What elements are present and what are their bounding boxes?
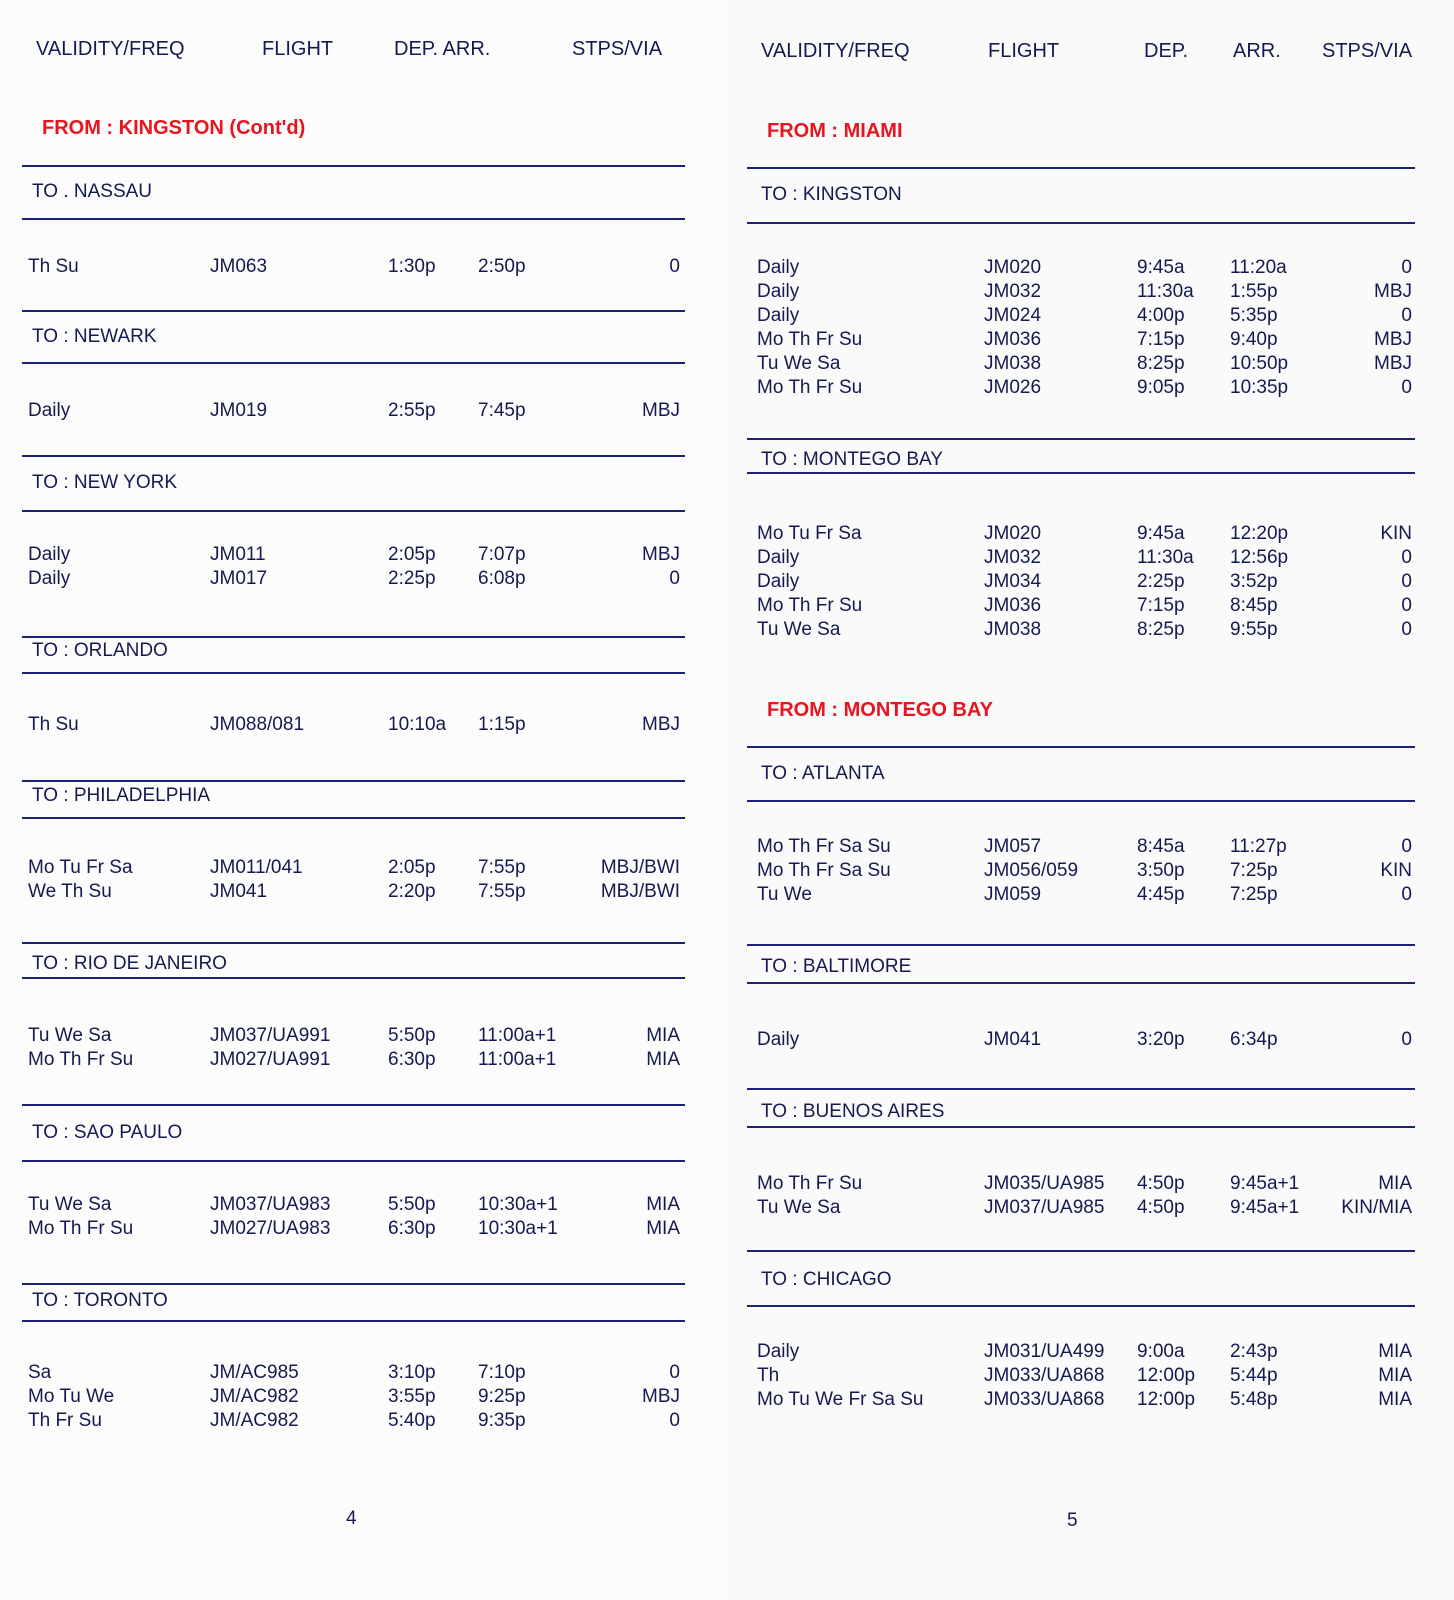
section-divider [22, 165, 685, 167]
validity-freq: Daily [757, 571, 800, 592]
section-divider [747, 944, 1415, 946]
departure-time: 6:30p [388, 1049, 436, 1070]
flight-number: JM063 [210, 256, 268, 277]
validity-freq: Mo Th Fr Su [757, 377, 863, 398]
stops-via: MIA [1378, 1389, 1412, 1410]
section-divider [747, 222, 1415, 224]
stops-via: 0 [1401, 257, 1412, 278]
section-divider [22, 362, 685, 364]
flight-number: JM037/UA983 [210, 1194, 331, 1215]
stops-via: MIA [1378, 1365, 1412, 1386]
validity-freq: Daily [757, 1029, 800, 1050]
validity-freq: Mo Th Fr Su [28, 1218, 134, 1239]
arrival-time: 7:25p [1230, 860, 1278, 881]
stops-via: MIA [646, 1049, 680, 1070]
flight-number: JM059 [984, 884, 1042, 905]
flight-number: JM031/UA499 [984, 1341, 1105, 1362]
flight-number: JM027/UA991 [210, 1049, 331, 1070]
flight-number: JM/AC985 [210, 1362, 299, 1383]
section-divider [22, 817, 685, 819]
departure-time: 4:50p [1137, 1173, 1185, 1194]
validity-freq: Th Fr Su [28, 1410, 102, 1431]
validity-freq: Tu We Sa [757, 353, 841, 374]
flight-number: JM020 [984, 257, 1042, 278]
arrival-time: 2:50p [478, 256, 526, 277]
departure-time: 9:45a [1137, 257, 1185, 278]
departure-time: 4:45p [1137, 884, 1185, 905]
flight-number: JM038 [984, 353, 1042, 374]
column-header: VALIDITY/FREQ [761, 40, 910, 62]
destination-heading: TO : RIO DE JANEIRO [32, 953, 227, 974]
stops-via: 0 [669, 256, 680, 277]
page-number: 4 [346, 1508, 357, 1529]
section-divider [747, 1305, 1415, 1307]
flight-number: JM024 [984, 305, 1042, 326]
departure-time: 5:50p [388, 1025, 436, 1046]
timetable-page-5 [727, 0, 1454, 1600]
arrival-time: 11:00a+1 [478, 1025, 557, 1046]
stops-via: 0 [1401, 571, 1412, 592]
destination-heading: TO : SAO PAULO [32, 1122, 183, 1143]
validity-freq: Mo Th Fr Su [757, 329, 863, 350]
flight-number: JM088/081 [210, 714, 305, 735]
validity-freq: Daily [757, 305, 800, 326]
stops-via: 0 [1401, 377, 1412, 398]
arrival-time: 11:27p [1230, 836, 1287, 857]
stops-via: 0 [1401, 836, 1412, 857]
flight-number: JM037/UA991 [210, 1025, 331, 1046]
arrival-time: 11:00a+1 [478, 1049, 557, 1070]
departure-time: 9:00a [1137, 1341, 1185, 1362]
destination-heading: TO : ORLANDO [32, 640, 168, 661]
stops-via: MIA [1378, 1341, 1412, 1362]
departure-time: 7:15p [1137, 329, 1185, 350]
departure-time: 9:45a [1137, 523, 1185, 544]
arrival-time: 5:44p [1230, 1365, 1278, 1386]
flight-number: JM011 [210, 544, 266, 565]
departure-time: 3:55p [388, 1386, 436, 1407]
departure-time: 3:20p [1137, 1029, 1185, 1050]
stops-via: MBJ [642, 1386, 680, 1407]
stops-via: MBJ [1374, 329, 1412, 350]
column-header: ARR. [1233, 40, 1281, 62]
arrival-time: 5:35p [1230, 305, 1278, 326]
departure-time: 4:00p [1137, 305, 1185, 326]
validity-freq: Tu We Sa [757, 1197, 841, 1218]
validity-freq: Th Su [28, 714, 79, 735]
arrival-time: 7:55p [478, 881, 526, 902]
stops-via: 0 [669, 1362, 680, 1383]
section-divider [747, 982, 1415, 984]
departure-time: 1:30p [388, 256, 436, 277]
origin-heading: FROM : KINGSTON (Cont'd) [42, 117, 306, 139]
column-header: DEP. ARR. [394, 38, 491, 60]
arrival-time: 8:45p [1230, 595, 1278, 616]
column-header: DEP. [1144, 40, 1189, 62]
section-divider [22, 977, 685, 979]
arrival-time: 10:30a+1 [478, 1194, 558, 1215]
arrival-time: 7:45p [478, 400, 526, 421]
flight-number: JM057 [984, 836, 1042, 857]
departure-time: 9:05p [1137, 377, 1185, 398]
flight-number: JM019 [210, 400, 268, 421]
arrival-time: 9:55p [1230, 619, 1278, 640]
departure-time: 2:55p [388, 400, 436, 421]
flight-number: JM035/UA985 [984, 1173, 1105, 1194]
validity-freq: Mo Tu Fr Sa [28, 857, 133, 878]
stops-via: MIA [646, 1025, 680, 1046]
arrival-time: 10:35p [1230, 377, 1289, 398]
destination-heading: TO : BUENOS AIRES [761, 1101, 945, 1122]
flight-number: JM/AC982 [210, 1410, 299, 1431]
arrival-time: 7:25p [1230, 884, 1278, 905]
section-divider [747, 438, 1415, 440]
section-divider [747, 1250, 1415, 1252]
validity-freq: Daily [757, 547, 800, 568]
stops-via: 0 [669, 568, 680, 589]
stops-via: MBJ [642, 714, 680, 735]
stops-via: KIN [1380, 523, 1412, 544]
stops-via: MBJ [1374, 281, 1412, 302]
section-divider [747, 800, 1415, 802]
flight-number: JM056/059 [984, 860, 1079, 881]
section-divider [22, 1283, 685, 1285]
departure-time: 11:30a [1137, 281, 1194, 302]
section-divider [747, 746, 1415, 748]
section-divider [22, 636, 685, 638]
stops-via: MBJ [1374, 353, 1412, 374]
arrival-time: 12:56p [1230, 547, 1289, 568]
flight-number: JM032 [984, 281, 1042, 302]
section-divider [22, 218, 685, 220]
column-header: STPS/VIA [1322, 40, 1413, 62]
flight-number: JM036 [984, 329, 1042, 350]
departure-time: 10:10a [388, 714, 447, 735]
flight-number: JM027/UA983 [210, 1218, 331, 1239]
destination-heading: TO : MONTEGO BAY [761, 449, 943, 470]
section-divider [22, 942, 685, 944]
flight-number: JM033/UA868 [984, 1365, 1105, 1386]
destination-heading: TO : NEW YORK [32, 472, 177, 493]
stops-via: MIA [1378, 1173, 1412, 1194]
flight-number: JM038 [984, 619, 1042, 640]
flight-number: JM041 [984, 1029, 1042, 1050]
page-number: 5 [1067, 1510, 1078, 1531]
arrival-time: 11:20a [1230, 257, 1287, 278]
section-divider [22, 672, 685, 674]
stops-via: 0 [669, 1410, 680, 1431]
section-divider [747, 1088, 1415, 1090]
origin-heading: FROM : MIAMI [767, 120, 903, 142]
departure-time: 5:40p [388, 1410, 436, 1431]
section-divider [22, 780, 685, 782]
stops-via: KIN [1380, 860, 1412, 881]
validity-freq: Tu We Sa [757, 619, 841, 640]
flight-number: JM017 [210, 568, 268, 589]
flight-number: JM032 [984, 547, 1042, 568]
arrival-time: 5:48p [1230, 1389, 1278, 1410]
arrival-time: 9:35p [478, 1410, 526, 1431]
departure-time: 2:05p [388, 857, 436, 878]
destination-heading: TO : TORONTO [32, 1290, 168, 1311]
validity-freq: Sa [28, 1362, 52, 1383]
validity-freq: We Th Su [28, 881, 112, 902]
section-divider [22, 1104, 685, 1106]
flight-number: JM033/UA868 [984, 1389, 1105, 1410]
section-divider [22, 310, 685, 312]
validity-freq: Mo Tu We [28, 1386, 115, 1407]
arrival-time: 2:43p [1230, 1341, 1278, 1362]
stops-via: KIN/MIA [1341, 1197, 1412, 1218]
arrival-time: 1:55p [1230, 281, 1278, 302]
stops-via: MBJ/BWI [600, 881, 680, 902]
arrival-time: 7:55p [478, 857, 526, 878]
arrival-time: 1:15p [478, 714, 526, 735]
departure-time: 8:45a [1137, 836, 1185, 857]
validity-freq: Mo Th Fr Su [28, 1049, 134, 1070]
validity-freq: Daily [757, 281, 800, 302]
arrival-time: 7:10p [478, 1362, 526, 1383]
section-divider [22, 1160, 685, 1162]
destination-heading: TO : PHILADELPHIA [32, 785, 211, 806]
arrival-time: 10:50p [1230, 353, 1289, 374]
departure-time: 2:25p [1137, 571, 1185, 592]
section-divider [747, 472, 1415, 474]
section-divider [22, 1320, 685, 1322]
departure-time: 2:20p [388, 881, 436, 902]
validity-freq: Mo Th Fr Su [757, 595, 863, 616]
flight-number: JM036 [984, 595, 1042, 616]
flight-number: JM020 [984, 523, 1042, 544]
departure-time: 4:50p [1137, 1197, 1185, 1218]
arrival-time: 6:08p [478, 568, 526, 589]
departure-time: 12:00p [1137, 1389, 1196, 1410]
stops-via: MIA [646, 1194, 680, 1215]
validity-freq: Mo Th Fr Su [757, 1173, 863, 1194]
departure-time: 7:15p [1137, 595, 1185, 616]
destination-heading: TO : KINGSTON [761, 184, 902, 205]
validity-freq: Mo Tu We Fr Sa Su [757, 1389, 924, 1410]
arrival-time: 9:45a+1 [1230, 1197, 1300, 1218]
column-header: STPS/VIA [572, 38, 663, 60]
destination-heading: TO . NASSAU [32, 181, 153, 202]
departure-time: 2:25p [388, 568, 436, 589]
flight-number: JM011/041 [210, 857, 303, 878]
arrival-time: 9:25p [478, 1386, 526, 1407]
departure-time: 3:50p [1137, 860, 1185, 881]
origin-heading: FROM : MONTEGO BAY [767, 699, 993, 721]
flight-number: JM037/UA985 [984, 1197, 1105, 1218]
departure-time: 3:10p [388, 1362, 436, 1383]
validity-freq: Tu We [757, 884, 812, 905]
arrival-time: 9:40p [1230, 329, 1278, 350]
flight-number: JM034 [984, 571, 1042, 592]
destination-heading: TO : NEWARK [32, 326, 157, 347]
flight-number: JM041 [210, 881, 268, 902]
section-divider [22, 455, 685, 457]
departure-time: 11:30a [1137, 547, 1194, 568]
stops-via: 0 [1401, 1029, 1412, 1050]
stops-via: MBJ [642, 544, 680, 565]
validity-freq: Daily [28, 400, 71, 421]
arrival-time: 9:45a+1 [1230, 1173, 1300, 1194]
stops-via: MBJ [642, 400, 680, 421]
validity-freq: Th [757, 1365, 780, 1386]
departure-time: 5:50p [388, 1194, 436, 1215]
arrival-time: 7:07p [478, 544, 526, 565]
validity-freq: Daily [28, 544, 71, 565]
stops-via: 0 [1401, 884, 1412, 905]
validity-freq: Daily [28, 568, 71, 589]
flight-number: JM026 [984, 377, 1042, 398]
departure-time: 8:25p [1137, 619, 1185, 640]
destination-heading: TO : ATLANTA [761, 763, 885, 784]
validity-freq: Mo Th Fr Sa Su [757, 860, 891, 881]
validity-freq: Th Su [28, 256, 79, 277]
arrival-time: 10:30a+1 [478, 1218, 558, 1239]
stops-via: 0 [1401, 619, 1412, 640]
validity-freq: Tu We Sa [28, 1025, 112, 1046]
validity-freq: Mo Tu Fr Sa [757, 523, 862, 544]
departure-time: 12:00p [1137, 1365, 1196, 1386]
destination-heading: TO : BALTIMORE [761, 956, 912, 977]
departure-time: 2:05p [388, 544, 436, 565]
departure-time: 8:25p [1137, 353, 1185, 374]
column-header: FLIGHT [988, 40, 1060, 62]
section-divider [747, 167, 1415, 169]
validity-freq: Daily [757, 1341, 800, 1362]
destination-heading: TO : CHICAGO [761, 1269, 892, 1290]
section-divider [22, 510, 685, 512]
stops-via: 0 [1401, 595, 1412, 616]
stops-via: MBJ/BWI [600, 857, 680, 878]
stops-via: 0 [1401, 547, 1412, 568]
departure-time: 6:30p [388, 1218, 436, 1239]
arrival-time: 3:52p [1230, 571, 1278, 592]
section-divider [747, 1126, 1415, 1128]
validity-freq: Mo Th Fr Sa Su [757, 836, 891, 857]
column-header: VALIDITY/FREQ [36, 38, 185, 60]
arrival-time: 6:34p [1230, 1029, 1278, 1050]
validity-freq: Tu We Sa [28, 1194, 112, 1215]
flight-number: JM/AC982 [210, 1386, 299, 1407]
column-header: FLIGHT [262, 38, 334, 60]
validity-freq: Daily [757, 257, 800, 278]
stops-via: 0 [1401, 305, 1412, 326]
arrival-time: 12:20p [1230, 523, 1289, 544]
stops-via: MIA [646, 1218, 680, 1239]
